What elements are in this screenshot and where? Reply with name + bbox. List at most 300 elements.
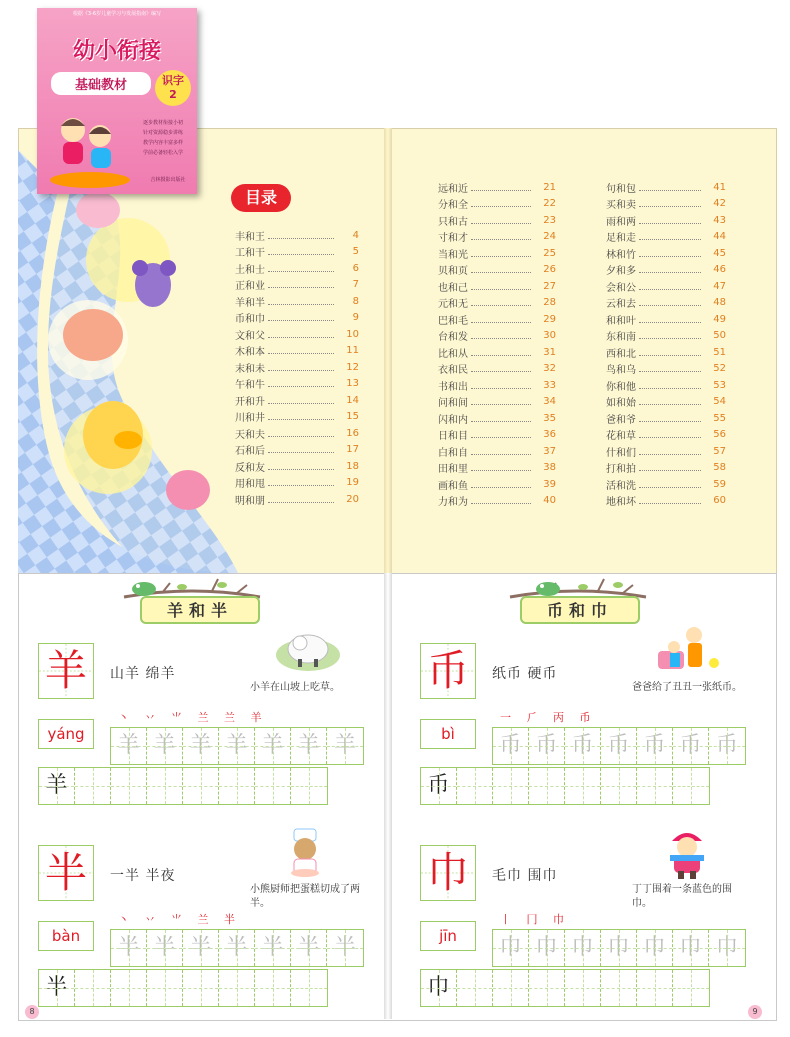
toc-entry-title: 贝和页 [438, 266, 468, 278]
toc-entry [235, 326, 359, 343]
toc-entry [438, 476, 556, 493]
writing-cell[interactable] [493, 970, 529, 1006]
toc-leader-dots [639, 365, 701, 372]
toc-leader-dots [471, 250, 531, 257]
example-sentence: 丁丁围着一条蓝色的围巾。 [632, 884, 732, 909]
toc-entry-page: 37 [543, 445, 556, 457]
tracing-cell[interactable]: 巾 [637, 930, 673, 966]
toc-entry-title: 爸和爷 [606, 414, 636, 426]
toc-leader-dots [471, 481, 531, 488]
toc-entry [438, 443, 556, 460]
toc-entry [235, 409, 359, 426]
toc-entry [235, 359, 359, 376]
tracing-cell[interactable]: 币 [529, 728, 565, 764]
toc-entry-page: 54 [713, 396, 726, 408]
page-number-left: 8 [25, 1005, 39, 1019]
toc-leader-dots [268, 397, 334, 404]
vocabulary-words: 一半 半夜 [110, 868, 176, 884]
toc-entry [606, 460, 726, 477]
big-character-box [38, 643, 94, 699]
toc-entry [606, 229, 726, 246]
toc-entry-page: 35 [543, 412, 556, 424]
toc-entry [235, 260, 359, 277]
toc-leader-dots [471, 283, 531, 290]
toc-entry-title: 丰和王 [235, 231, 265, 243]
writing-grid [420, 969, 710, 1007]
toc-entry-page: 41 [713, 181, 726, 193]
toc-entry [438, 361, 556, 378]
toc-leader-dots [639, 349, 701, 356]
tracing-cell[interactable]: 巾 [601, 930, 637, 966]
toc-entry-title: 买和卖 [606, 200, 636, 212]
tracing-cell[interactable]: 币 [493, 728, 529, 764]
toc-entry [606, 427, 726, 444]
writing-cell[interactable] [147, 970, 183, 1006]
toc-entry-page: 47 [713, 280, 726, 292]
cover-top-text: 根据《3-6岁儿童学习与发展指南》编写 [72, 11, 162, 17]
toc-entry-title: 川和井 [235, 413, 265, 425]
big-character: 羊 [44, 646, 87, 695]
toc-entry-page: 48 [713, 297, 726, 309]
toc-entry-title: 寸和才 [438, 233, 468, 245]
tracing-cell[interactable]: 巾 [493, 930, 529, 966]
pinyin-box: jīn [420, 921, 476, 951]
toc-entry-page: 4 [352, 229, 359, 241]
toc-leader-dots [639, 283, 701, 290]
toc-entry [235, 244, 359, 261]
toc-entry-title: 币和巾 [235, 314, 265, 326]
writing-cell[interactable] [255, 768, 291, 804]
toc-leader-dots [268, 232, 334, 239]
writing-cell[interactable] [673, 970, 709, 1006]
toc-entry [606, 278, 726, 295]
toc-leader-dots [639, 266, 701, 273]
writing-cell[interactable] [111, 970, 147, 1006]
toc-entry-page: 51 [713, 346, 726, 358]
toc-entry [606, 361, 726, 378]
toc-entry-page: 12 [346, 361, 359, 373]
toc-entry-title: 闪和内 [438, 414, 468, 426]
toc-column-2 [438, 179, 556, 509]
toc-leader-dots [471, 316, 531, 323]
toc-entry [606, 179, 726, 196]
cover-notes [143, 118, 195, 158]
tracing-cell[interactable]: 币 [637, 728, 673, 764]
toc-entry-title: 和和叶 [606, 315, 636, 327]
toc-entry [438, 262, 556, 279]
toc-entry-page: 26 [543, 264, 556, 276]
toc-heading: 目录 [231, 184, 291, 212]
tracing-cell[interactable]: 半 [183, 930, 219, 966]
toc-entry [438, 295, 556, 312]
writing-cell[interactable] [255, 970, 291, 1006]
lesson-title-left: 羊和半 [140, 596, 260, 624]
writing-cell[interactable] [111, 768, 147, 804]
toc-entry [235, 442, 359, 459]
toc-entry-title: 远和近 [438, 183, 468, 195]
toc-leader-dots [268, 281, 334, 288]
tracing-cell[interactable]: 巾 [709, 930, 745, 966]
toc-entry [438, 278, 556, 295]
toc-entry-title: 工和干 [235, 248, 265, 260]
writing-cell[interactable] [291, 768, 327, 804]
toc-entry [606, 443, 726, 460]
toc-leader-dots [471, 497, 531, 504]
toc-entry-title: 雨和两 [606, 216, 636, 228]
toc-entry-page: 52 [713, 363, 726, 375]
toc-entry [606, 377, 726, 394]
toc-entry-title: 白和自 [438, 447, 468, 459]
toc-entry [438, 377, 556, 394]
writing-grid [38, 969, 328, 1007]
tracing-cell[interactable]: 币 [709, 728, 745, 764]
toc-entry-page: 9 [352, 312, 359, 324]
toc-entry [235, 376, 359, 393]
toc-entry-title: 田和里 [438, 464, 468, 476]
toc-entry-page: 57 [713, 445, 726, 457]
writing-cell[interactable] [493, 768, 529, 804]
stroke-order: 丶 丷 ⺌ 兰 半 [118, 913, 241, 926]
toc-entry-title: 当和光 [438, 249, 468, 261]
model-character-cell: 巾 [421, 970, 457, 1006]
writing-cell[interactable] [219, 768, 255, 804]
toc-leader-dots [471, 349, 531, 356]
toc-entry-page: 22 [543, 198, 556, 210]
toc-entry-page: 15 [346, 411, 359, 423]
lesson-illustration [652, 827, 728, 883]
stroke-order: 一 ⺁ 丙 币 [500, 711, 597, 724]
toc-entry [438, 344, 556, 361]
tracing-cell[interactable]: 巾 [565, 930, 601, 966]
cover-illustration [45, 108, 135, 188]
cover-publisher: 吉林摄影出版社 [150, 177, 186, 183]
toc-entry-title: 也和己 [438, 282, 468, 294]
toc-leader-dots [639, 464, 701, 471]
toc-entry-title: 书和出 [438, 381, 468, 393]
toc-leader-dots [268, 364, 334, 371]
toc-entry-title: 句和包 [606, 183, 636, 195]
big-character: 巾 [426, 848, 469, 897]
toc-entry-title: 午和牛 [235, 380, 265, 392]
writing-cell[interactable] [601, 970, 637, 1006]
writing-cell[interactable] [565, 768, 601, 804]
toc-entry [438, 460, 556, 477]
toc-leader-dots [471, 332, 531, 339]
toc-entry-page: 31 [543, 346, 556, 358]
tracing-grid [110, 727, 364, 765]
toc-leader-dots [639, 200, 701, 207]
toc-leader-dots [639, 332, 701, 339]
stroke-order: 丨 冂 巾 [500, 913, 570, 926]
cover-note: 针对资源稳步讲练 [143, 130, 184, 136]
toc-entry-page: 50 [713, 330, 726, 342]
toc-entry-title: 石和后 [235, 446, 265, 458]
toc-leader-dots [639, 497, 701, 504]
toc-entry-page: 36 [543, 429, 556, 441]
toc-entry-page: 18 [346, 460, 359, 472]
toc-entry-page: 24 [543, 231, 556, 243]
toc-entry-title: 会和公 [606, 282, 636, 294]
toc-entry-page: 38 [543, 462, 556, 474]
cover-note: 学前必备轻松入学 [143, 150, 184, 156]
writing-cell[interactable] [183, 768, 219, 804]
toc-entry-title: 西和北 [606, 348, 636, 360]
toc-entry [438, 179, 556, 196]
page-number-right: 9 [748, 1005, 762, 1019]
toc-leader-dots [639, 431, 701, 438]
toc-leader-dots [268, 496, 334, 503]
writing-cell[interactable] [219, 970, 255, 1006]
toc-entry [235, 425, 359, 442]
tracing-cell[interactable]: 半 [255, 930, 291, 966]
toc-entry [235, 277, 359, 294]
toc-entry [235, 491, 359, 508]
toc-leader-dots [639, 299, 701, 306]
toc-leader-dots [268, 248, 334, 255]
vocabulary-words: 山羊 绵羊 [110, 666, 176, 682]
toc-entry-page: 27 [543, 280, 556, 292]
cover-note: 逐步教材衔接小初 [143, 120, 184, 126]
writing-cell[interactable] [457, 768, 493, 804]
toc-entry [235, 227, 359, 244]
model-character-cell: 半 [39, 970, 75, 1006]
toc-entry [606, 476, 726, 493]
toc-leader-dots [268, 446, 334, 453]
toc-leader-dots [268, 413, 334, 420]
toc-entry [606, 328, 726, 345]
toc-entry-page: 20 [346, 493, 359, 505]
toc-entry-title: 问和间 [438, 398, 468, 410]
toc-leader-dots [471, 448, 531, 455]
writing-cell[interactable] [637, 970, 673, 1006]
toc-entry-page: 59 [713, 478, 726, 490]
writing-cell[interactable] [673, 768, 709, 804]
toc-entry-page: 13 [346, 378, 359, 390]
big-character: 半 [44, 848, 87, 897]
tracing-cell[interactable]: 币 [601, 728, 637, 764]
tracing-cell[interactable]: 币 [673, 728, 709, 764]
toc-leader-dots [268, 380, 334, 387]
toc-leader-dots [268, 347, 334, 354]
toc-entry-page: 21 [543, 181, 556, 193]
model-character-cell: 羊 [39, 768, 75, 804]
example-sentence: 爸爸给了丑丑一张纸币。 [632, 682, 742, 693]
writing-cell[interactable] [75, 970, 111, 1006]
toc-entry-page: 25 [543, 247, 556, 259]
writing-cell[interactable] [529, 768, 565, 804]
toc-entry-title: 鸟和乌 [606, 365, 636, 377]
toc-entry-title: 元和无 [438, 299, 468, 311]
toc-leader-dots [639, 398, 701, 405]
lesson-illustration [270, 625, 346, 681]
toc-column-1 [235, 227, 359, 508]
toc-entry-title: 衣和民 [438, 365, 468, 377]
toc-entry [438, 328, 556, 345]
writing-cell[interactable] [601, 768, 637, 804]
toc-entry-page: 14 [346, 394, 359, 406]
tracing-cell[interactable]: 半 [111, 930, 147, 966]
toc-entry-page: 34 [543, 396, 556, 408]
writing-cell[interactable] [147, 768, 183, 804]
tracing-cell[interactable]: 羊 [255, 728, 291, 764]
toc-leader-dots [471, 464, 531, 471]
toc-leader-dots [471, 365, 531, 372]
toc-entry [606, 262, 726, 279]
toc-entry [438, 245, 556, 262]
toc-entry-title: 开和升 [235, 396, 265, 408]
writing-cell[interactable] [529, 970, 565, 1006]
toc-entry-title: 地和坏 [606, 497, 636, 509]
cover-note: 教学内容丰富多样 [143, 140, 184, 146]
lesson-title-right: 币和巾 [520, 596, 640, 624]
cover-title: 幼小衔接 [72, 38, 161, 64]
toc-entry-page: 39 [543, 478, 556, 490]
toc-entry-title: 羊和半 [235, 297, 265, 309]
toc-entry-title: 活和洗 [606, 480, 636, 492]
toc-entry [606, 196, 726, 213]
toc-entry-title: 云和去 [606, 299, 636, 311]
cover-subtitle: 基础教材 [51, 72, 151, 95]
book-spine [384, 573, 392, 1019]
tracing-grid [110, 929, 364, 967]
toc-entry-title: 正和业 [235, 281, 265, 293]
tracing-cell[interactable]: 半 [291, 930, 327, 966]
toc-entry-page: 45 [713, 247, 726, 259]
big-character-box [420, 845, 476, 901]
toc-entry-title: 林和竹 [606, 249, 636, 261]
tracing-cell[interactable]: 半 [147, 930, 183, 966]
toc-entry-title: 如和始 [606, 398, 636, 410]
pinyin-box: bàn [38, 921, 94, 951]
toc-entry-page: 40 [543, 495, 556, 507]
toc-entry-title: 你和他 [606, 381, 636, 393]
writing-cell[interactable] [565, 970, 601, 1006]
toc-column-3 [606, 179, 726, 509]
toc-entry [606, 410, 726, 427]
toc-entry-page: 44 [713, 231, 726, 243]
book-cover [37, 8, 197, 194]
toc-entry-page: 6 [352, 262, 359, 274]
tracing-grid [492, 929, 746, 967]
toc-leader-dots [471, 415, 531, 422]
toc-entry-page: 53 [713, 379, 726, 391]
toc-entry-page: 30 [543, 330, 556, 342]
toc-entry-title: 天和夫 [235, 429, 265, 441]
toc-entry-page: 49 [713, 313, 726, 325]
tracing-cell[interactable]: 半 [219, 930, 255, 966]
toc-leader-dots [471, 184, 531, 191]
toc-entry-page: 5 [352, 246, 359, 258]
cover-badge-label: 识字 [162, 74, 184, 87]
toc-leader-dots [639, 415, 701, 422]
example-sentence: 小羊在山坡上吃草。 [250, 682, 340, 693]
toc-entry [606, 245, 726, 262]
toc-entry-title: 打和拍 [606, 464, 636, 476]
writing-cell[interactable] [637, 768, 673, 804]
toc-leader-dots [639, 316, 701, 323]
toc-entry-title: 台和发 [438, 332, 468, 344]
toc-entry-page: 28 [543, 297, 556, 309]
stroke-order: 丶 丷 ⺌ 兰 兰 羊 [118, 711, 268, 724]
toc-leader-dots [268, 463, 334, 470]
toc-entry-page: 56 [713, 429, 726, 441]
pinyin-box: bì [420, 719, 476, 749]
tracing-cell[interactable]: 半 [327, 930, 363, 966]
toc-entry [438, 493, 556, 510]
tracing-cell[interactable]: 羊 [147, 728, 183, 764]
writing-cell[interactable] [291, 970, 327, 1006]
tracing-cell[interactable]: 羊 [111, 728, 147, 764]
toc-entry-page: 55 [713, 412, 726, 424]
writing-cell[interactable] [75, 768, 111, 804]
toc-entry [606, 295, 726, 312]
lesson-illustration [270, 827, 346, 883]
tracing-cell[interactable]: 币 [565, 728, 601, 764]
toc-entry-title: 画和鱼 [438, 480, 468, 492]
toc-entry-page: 10 [346, 328, 359, 340]
toc-entry [438, 229, 556, 246]
toc-entry-title: 木和本 [235, 347, 265, 359]
big-character-box [420, 643, 476, 699]
toc-entry [606, 311, 726, 328]
toc-entry [235, 293, 359, 310]
toc-entry-title: 日和目 [438, 431, 468, 443]
toc-leader-dots [639, 481, 701, 488]
toc-entry-title: 什和们 [606, 447, 636, 459]
toc-entry [438, 196, 556, 213]
toc-entry-title: 巴和毛 [438, 315, 468, 327]
toc-entry [606, 344, 726, 361]
tracing-cell[interactable]: 巾 [529, 930, 565, 966]
toc-entry-page: 43 [713, 214, 726, 226]
writing-cell[interactable] [183, 970, 219, 1006]
cover-badge [155, 70, 191, 106]
toc-entry-page: 33 [543, 379, 556, 391]
cover-badge-number: 2 [169, 88, 177, 101]
book-spine [384, 128, 392, 573]
toc-leader-dots [268, 265, 334, 272]
toc-entry [438, 311, 556, 328]
toc-leader-dots [639, 448, 701, 455]
pinyin-box: yáng [38, 719, 94, 749]
tracing-cell[interactable]: 巾 [673, 930, 709, 966]
tracing-cell[interactable]: 羊 [291, 728, 327, 764]
toc-leader-dots [471, 200, 531, 207]
toc-entry [235, 392, 359, 409]
toc-entry-page: 46 [713, 264, 726, 276]
toc-entry [235, 310, 359, 327]
tracing-cell[interactable]: 羊 [219, 728, 255, 764]
toc-entry [606, 212, 726, 229]
tracing-cell[interactable]: 羊 [327, 728, 363, 764]
toc-entry-page: 7 [352, 279, 359, 291]
writing-cell[interactable] [457, 970, 493, 1006]
toc-leader-dots [639, 217, 701, 224]
toc-leader-dots [471, 431, 531, 438]
toc-entry [606, 493, 726, 510]
toc-entry [438, 212, 556, 229]
toc-leader-dots [471, 233, 531, 240]
toc-leader-dots [639, 184, 701, 191]
toc-entry-title: 只和古 [438, 216, 468, 228]
toc-entry-page: 58 [713, 462, 726, 474]
tracing-grid [492, 727, 746, 765]
tracing-cell[interactable]: 羊 [183, 728, 219, 764]
toc-entry-page: 16 [346, 427, 359, 439]
toc-entry-title: 足和走 [606, 233, 636, 245]
toc-entry-page: 42 [713, 198, 726, 210]
toc-entry-title: 夕和多 [606, 266, 636, 278]
